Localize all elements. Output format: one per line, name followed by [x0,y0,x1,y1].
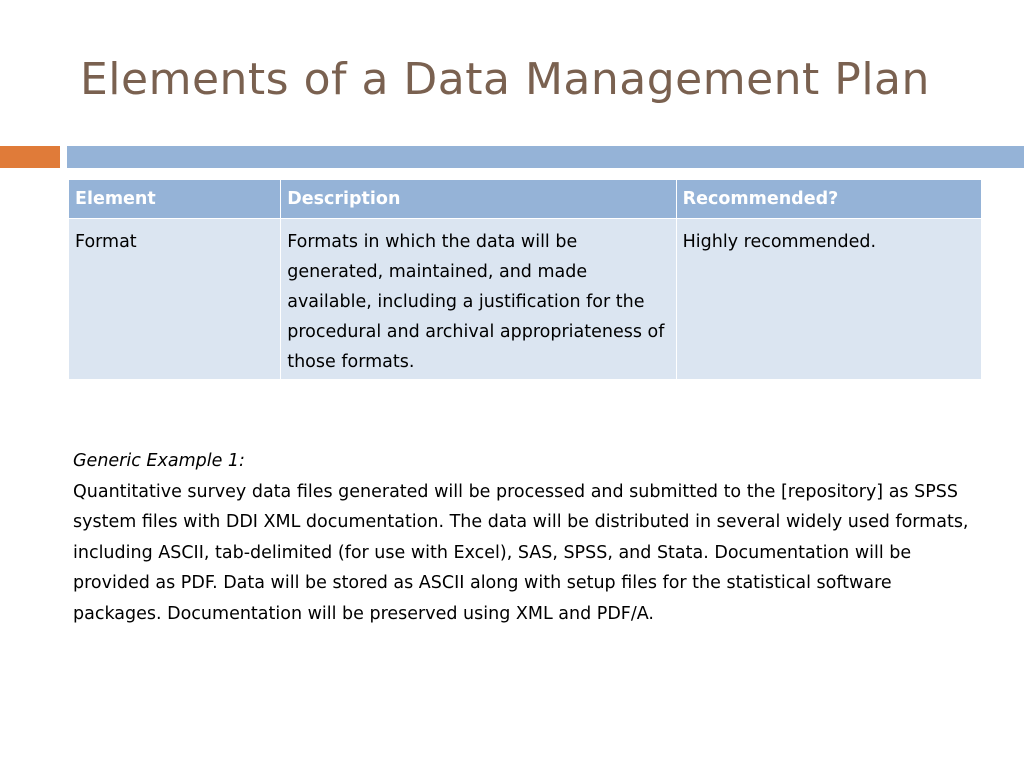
example-body: Quantitative survey data files generated will be processed and submitted to the [repository] as SPSS system files with DDI XML documentation. The data will be distributed in several widely used formats, including ASCII, tab-delimited (for use with Excel), SAS, SPSS, and Stata. Documentation will be provided as PDF. Data will be stored as ASCII along with setup files for the statistical software packages. Documentation will be preserved using XML and PDF/A. [73,481,969,624]
dmp-elements-table [68,179,982,380]
table-row [69,219,982,380]
header-element: Element [69,180,281,219]
header-recommended: Recommended? [676,180,981,219]
accent-bar-blue [67,146,1024,168]
example-label: Generic Example 1: [73,451,245,471]
table-header-row [69,180,982,219]
slide-title: Elements of a Data Management Plan [80,54,930,105]
header-description: Description [281,180,676,219]
generic-example [73,446,973,629]
accent-bar-orange [0,146,60,168]
cell-recommended: Highly recommended. [676,219,981,380]
cell-element: Format [69,219,281,380]
cell-description: Formats in which the data will be generated, maintained, and made available, including a justification for the procedural and archival appropriateness of those formats. [281,219,676,380]
